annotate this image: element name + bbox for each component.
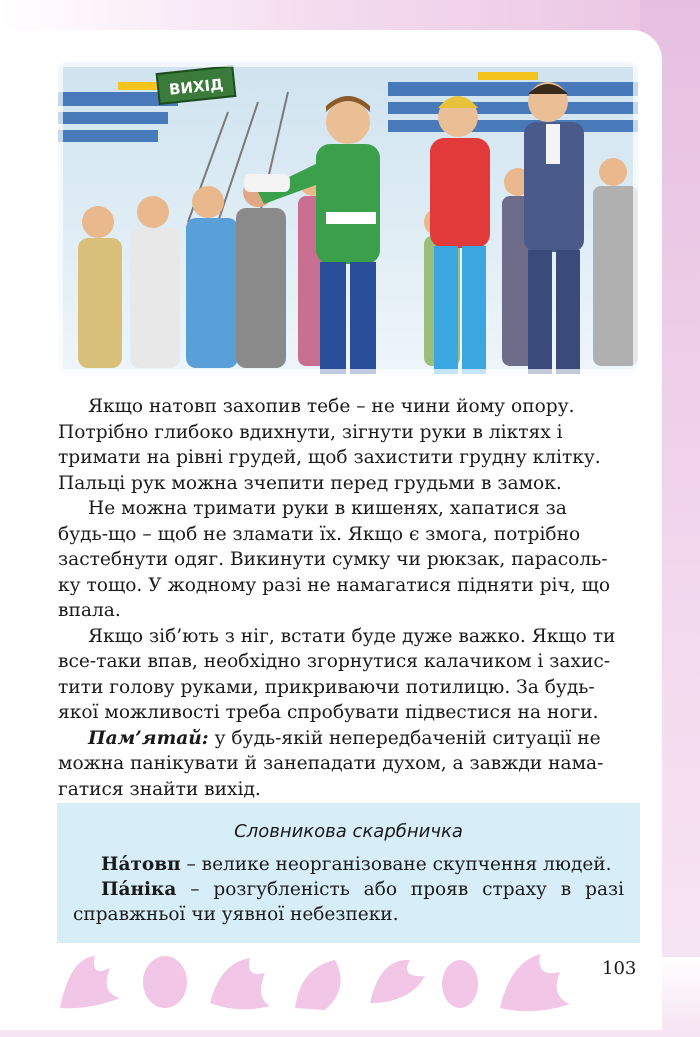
text-line: все-таки впав, необхідно згорнутися калачиком і захис- (58, 651, 611, 672)
glossary-definition: – розгубленість або прояв страху в разі справжньої чи уявної небезпеки. (73, 879, 624, 925)
leaf-icon (295, 960, 341, 1010)
glossary-entries (57, 852, 640, 927)
glossary-entry (73, 877, 624, 927)
leaf-icon (370, 960, 425, 1003)
text-line: Пальці рук можна зчепити перед грудьми в замок. (58, 472, 562, 494)
decorative-leaves (50, 948, 590, 1018)
glossary-title: Словникова скарбничка (234, 821, 463, 842)
text-line: будь-що – щоб не зламати їх. Якщо є змога, потрібно (58, 523, 581, 545)
glossary-term: Па́ніка (101, 879, 177, 900)
paragraph-2 (58, 496, 640, 624)
text-line: застебнути одяг. Викинути сумку чи рюкзак, парасоль- (58, 549, 608, 570)
remember-paragraph (58, 726, 640, 803)
text-line: тити голову руками, прикриваючи потилицю. За будь- (58, 676, 595, 698)
paragraph-3 (58, 624, 640, 726)
text-line: можна панікувати й занепадати духом, а завжди нама- (58, 753, 604, 774)
exit-sign-label: ВИХІД (168, 75, 225, 99)
text-line: у будь-якій непередбаченій ситуації не (208, 727, 601, 749)
glossary-definition: – велике неорганізоване скупчення людей. (180, 854, 612, 875)
leaf-icon (143, 956, 187, 1008)
leaf-icon (500, 954, 570, 1011)
page-number: 103 (602, 958, 637, 979)
text-line: Якщо натовп захопив тебе – не чини йому опору. (88, 396, 575, 417)
glossary-term: На́товп (101, 854, 181, 875)
crowd-illustration (58, 62, 638, 374)
text-line: Потрібно глибоко вдихнути, зігнути руки в ліктях і (58, 421, 563, 443)
text-line: ку тощо. У жодному разі не намагатися підняти річ, що (58, 574, 611, 596)
leaf-icon (442, 960, 478, 1008)
paragraph-1 (58, 394, 640, 496)
glossary-entry (73, 852, 624, 877)
glossary-box (57, 803, 640, 943)
leaf-icon (60, 956, 120, 1008)
text-line: якої можливості треба спробувати підвестися на ноги. (58, 702, 599, 723)
text-line: впала. (58, 600, 121, 621)
text-line: тримати на рівні грудей, щоб захистити грудну клітку. (58, 447, 601, 468)
body-text (58, 394, 640, 802)
text-line: гатися знайти вихід. (58, 778, 261, 800)
text-line: Не можна тримати руки в кишенях, хапатися за (88, 498, 567, 519)
crowd-scene-image (58, 62, 638, 374)
text-line: Якщо зіб’ють з ніг, встати буде дуже важко. Якщо ти (88, 625, 616, 647)
leaf-icon (210, 958, 270, 1009)
remember-label: Пам’ятай: (88, 727, 209, 749)
